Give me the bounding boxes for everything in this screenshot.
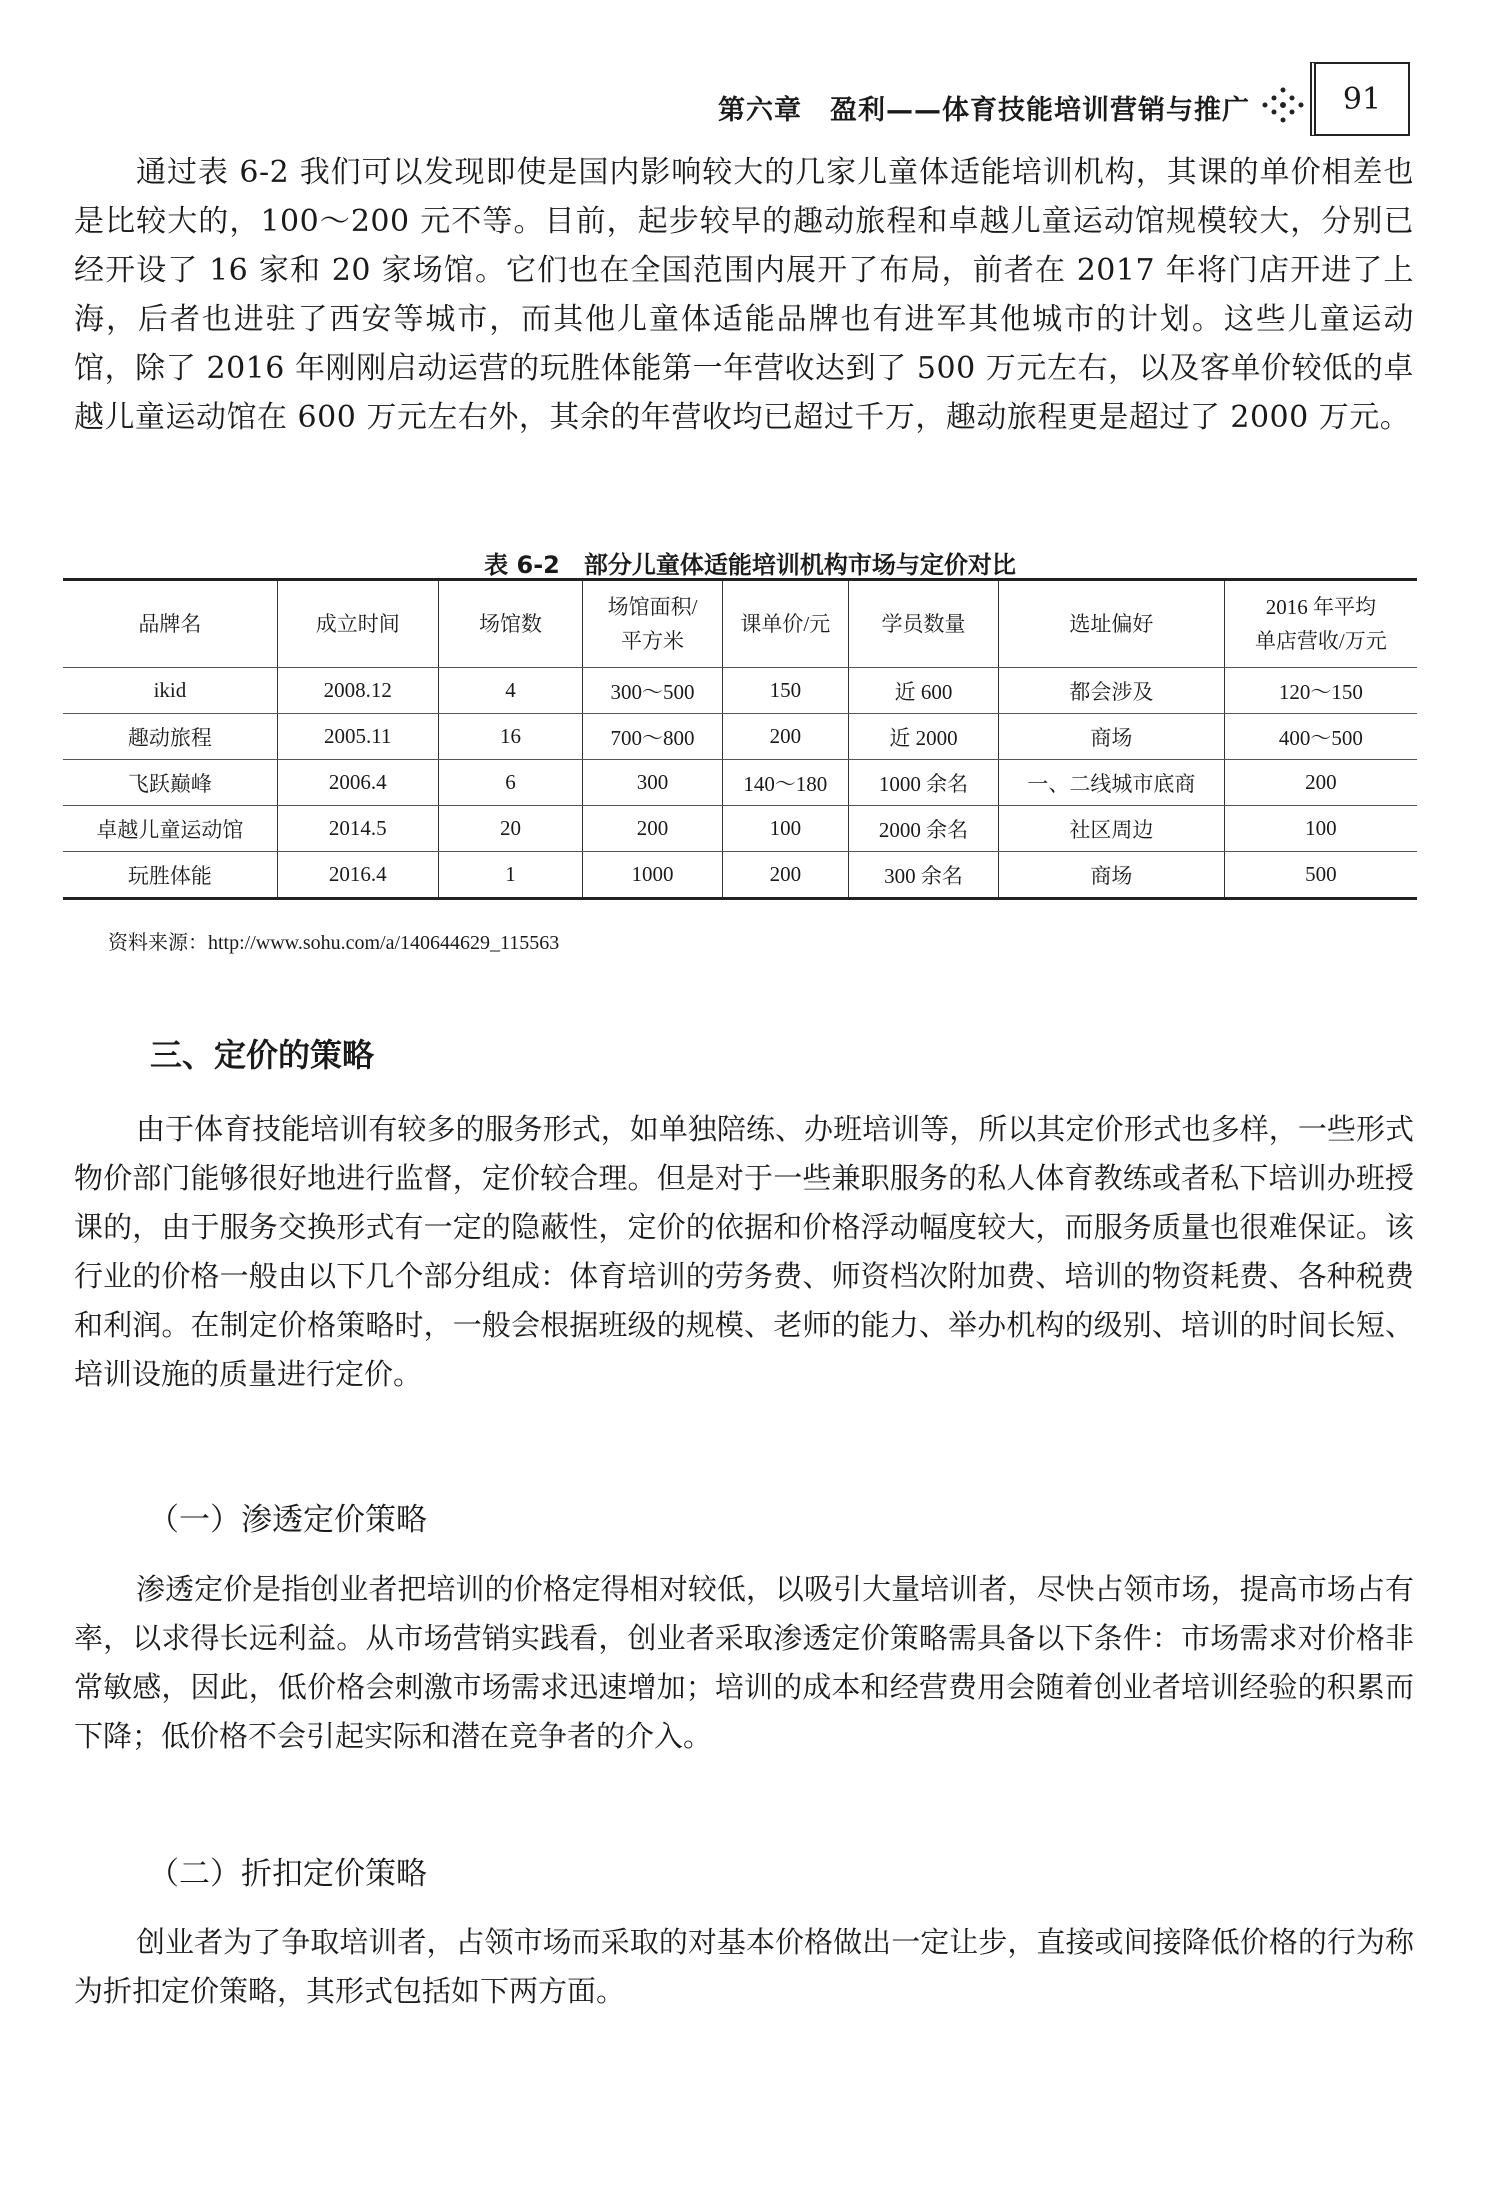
table-cell: 120～150 — [1224, 668, 1417, 714]
column-header: 2016 年平均 单店营收/万元 — [1224, 580, 1417, 668]
table-cell: 140～180 — [722, 760, 848, 806]
table-cell: 1000 余名 — [848, 760, 998, 806]
table-cell: 商场 — [999, 714, 1225, 760]
table-cell: 20 — [438, 806, 583, 852]
table-cell: 500 — [1224, 852, 1417, 899]
table-cell: 1000 — [583, 852, 722, 899]
page-number: 91 — [1310, 62, 1410, 136]
table-cell: 200 — [722, 852, 848, 899]
section-paragraph: 由于体育技能培训有较多的服务形式，如单独陪练、办班培训等，所以其定价形式也多样，一些形式物价部门能够很好地进行监督，定价较合理。但是对于一些兼职服务的私人体育教练或者私下培训办班授课的，由于服务交换形式有一定的隐蔽性，定价的依据和价格浮动幅度较大，而服务质量也很难保证。该行业的价格一般由以下几个部分组成：体育培训的劳务费、师资档次附加费、培训的物资耗费、各种税费和利润。在制定价格策略时，一般会根据班级的规模、老师的能力、举办机构的级别、培训的时间长短、培训设施的质量进行定价。 — [74, 1112, 1414, 1391]
table-source: 资料来源：http://www.sohu.com/a/140644629_115563 — [108, 932, 560, 954]
table-cell: 2000 余名 — [848, 806, 998, 852]
table-cell: 2014.5 — [277, 806, 438, 852]
table-cell: 300 — [583, 760, 722, 806]
decorative-dots-icon — [1260, 84, 1306, 126]
table-cell: 200 — [722, 714, 848, 760]
chapter-title: 第六章 盈利——体育技能培训营销与推广 — [718, 95, 1250, 126]
column-header: 课单价/元 — [722, 580, 848, 668]
table-cell: 社区周边 — [999, 806, 1225, 852]
table-cell: 一、二线城市底商 — [999, 760, 1225, 806]
table-row — [63, 760, 1417, 806]
column-header: 品牌名 — [63, 580, 277, 668]
section-heading: 三、定价的策略 — [150, 1036, 375, 1074]
table-cell: 700～800 — [583, 714, 722, 760]
table-cell: 4 — [438, 668, 583, 714]
table-cell: 100 — [722, 806, 848, 852]
table-cell: 近 2000 — [848, 714, 998, 760]
table-cell: 近 600 — [848, 668, 998, 714]
column-header: 场馆数 — [438, 580, 583, 668]
table-cell: 2008.12 — [277, 668, 438, 714]
table-row — [63, 714, 1417, 760]
column-header: 选址偏好 — [999, 580, 1225, 668]
table-cell: 100 — [1224, 806, 1417, 852]
table-cell: 玩胜体能 — [63, 852, 277, 899]
column-header: 成立时间 — [277, 580, 438, 668]
table-header-row — [63, 580, 1417, 668]
table-cell: 卓越儿童运动馆 — [63, 806, 277, 852]
table-cell: 150 — [722, 668, 848, 714]
table-cell: 趣动旅程 — [63, 714, 277, 760]
table-cell: 200 — [583, 806, 722, 852]
intro-paragraph: 通过表 6-2 我们可以发现即使是国内影响较大的几家儿童体适能培训机构，其课的单价相差也是比较大的，100～200 元不等。目前，起步较早的趣动旅程和卓越儿童运动馆规模较大，分别已经开设了 16 家和 20 家场馆。它们也在全国范围内展开了布局，前者在 2017 年将门店开进了上海，后者也进驻了西安等城市，而其他儿童体适能品牌也有进军其他城市的计划。这些儿童运动馆，除了 2016 年刚刚启动运营的玩胜体能第一年营收达到了 500 万元左右，以及客单价较低的卓越儿童运动馆在 600 万元左右外，其余的年营收均已超过千万，趣动旅程更是超过了 2000 万元。 — [74, 155, 1414, 435]
table-cell: 200 — [1224, 760, 1417, 806]
column-header: 场馆面积/ 平方米 — [583, 580, 722, 668]
table-cell: 1 — [438, 852, 583, 899]
table-cell: 300 余名 — [848, 852, 998, 899]
table-caption: 表 6-2 部分儿童体适能培训机构市场与定价对比 — [484, 551, 1016, 579]
table-row — [63, 668, 1417, 714]
column-header: 学员数量 — [848, 580, 998, 668]
table-cell: 300～500 — [583, 668, 722, 714]
table-cell: 2005.11 — [277, 714, 438, 760]
table-cell: 商场 — [999, 852, 1225, 899]
table-cell: 6 — [438, 760, 583, 806]
penetration-paragraph: 渗透定价是指创业者把培训的价格定得相对较低，以吸引大量培训者，尽快占领市场，提高市场占有率，以求得长远利益。从市场营销实践看，创业者采取渗透定价策略需具备以下条件：市场需求对价格非常敏感，因此，低价格会刺激市场需求迅速增加；培训的成本和经营费用会随着创业者培训经验的积累而下降；低价格不会引起实际和潜在竞争者的介入。 — [74, 1572, 1414, 1753]
table-cell: 都会涉及 — [999, 668, 1225, 714]
table-cell: 16 — [438, 714, 583, 760]
subsection-heading-penetration: （一）渗透定价策略 — [148, 1502, 427, 1538]
discount-paragraph: 创业者为了争取培训者，占领市场而采取的对基本价格做出一定让步，直接或间接降低价格的行为称为折扣定价策略，其形式包括如下两方面。 — [74, 1925, 1414, 2008]
table-row — [63, 852, 1417, 899]
subsection-heading-discount: （二）折扣定价策略 — [148, 1856, 427, 1892]
table-row — [63, 806, 1417, 852]
table-cell: ikid — [63, 668, 277, 714]
table-cell: 400～500 — [1224, 714, 1417, 760]
page-header — [690, 62, 1410, 134]
table-cell: 2016.4 — [277, 852, 438, 899]
comparison-table — [63, 578, 1417, 900]
table-cell: 飞跃巅峰 — [63, 760, 277, 806]
table-cell: 2006.4 — [277, 760, 438, 806]
